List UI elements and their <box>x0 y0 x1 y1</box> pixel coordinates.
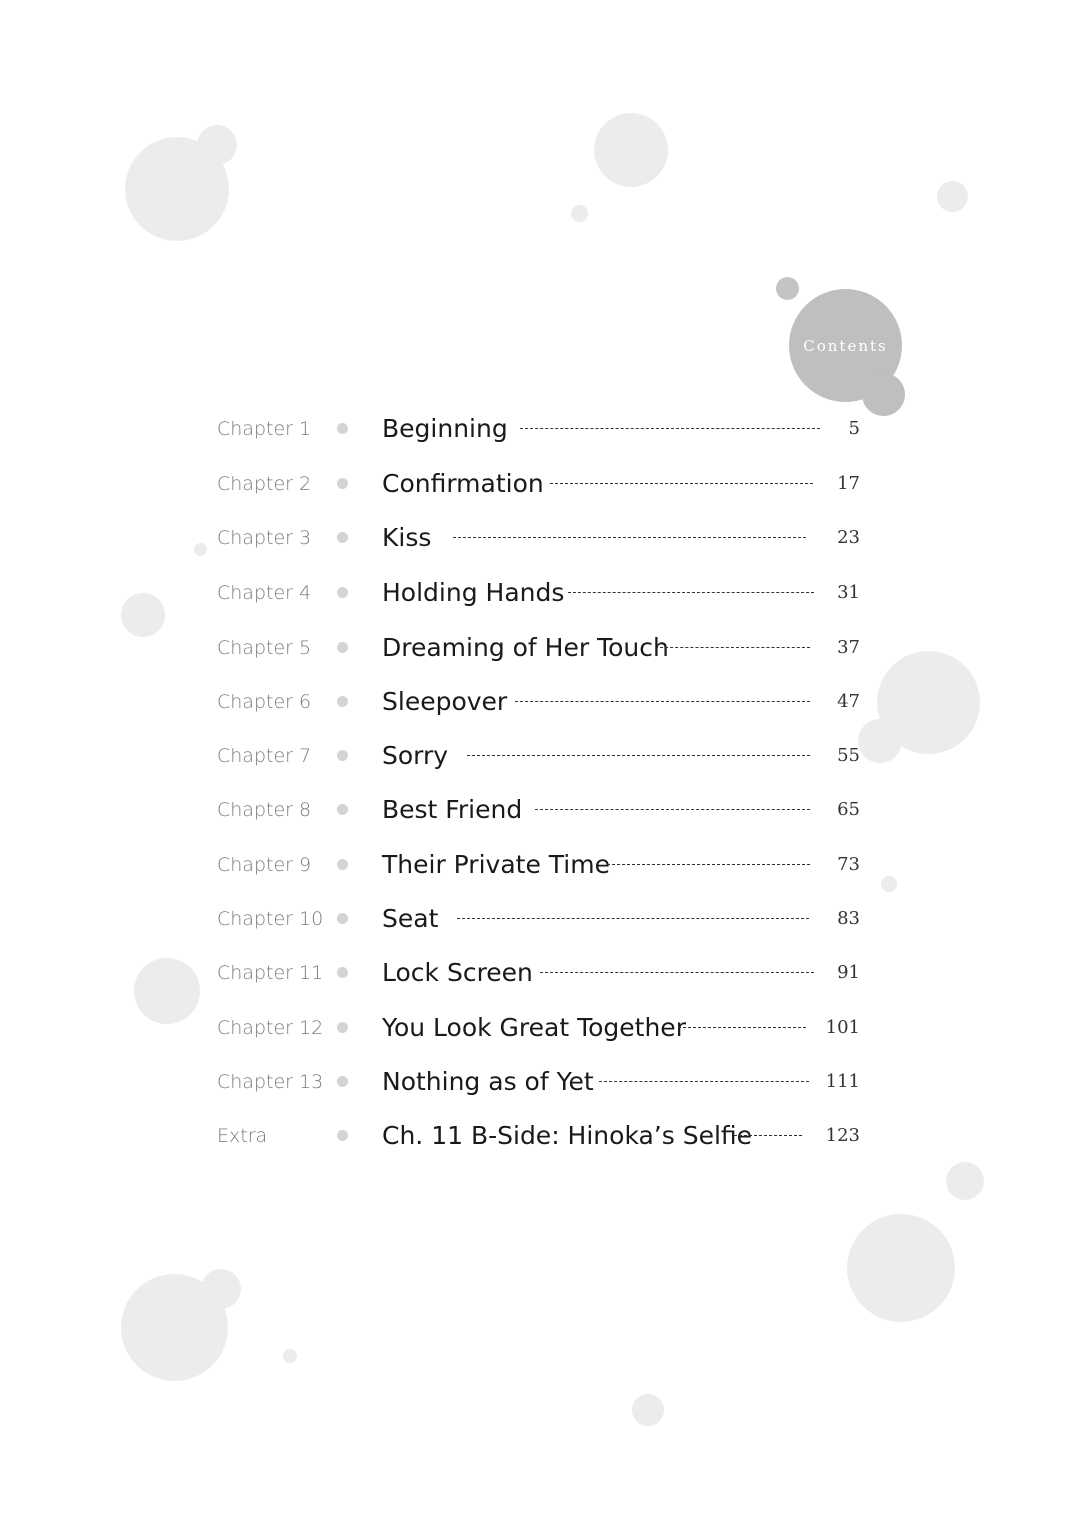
dotted-leader <box>734 1135 802 1136</box>
bullet-icon <box>337 587 348 598</box>
chapter-title: Sleepover <box>382 687 508 716</box>
toc-row[interactable] <box>0 790 1080 830</box>
chapter-title: You Look Great Together <box>382 1013 686 1042</box>
chapter-title: Nothing as of Yet <box>382 1067 594 1096</box>
toc-row[interactable] <box>0 1008 1080 1048</box>
bullet-icon <box>337 1130 348 1141</box>
toc-row[interactable] <box>0 628 1080 668</box>
bullet-icon <box>337 967 348 978</box>
bullet-icon <box>337 532 348 543</box>
decorative-bubble <box>847 1214 955 1322</box>
page-number: 73 <box>837 854 860 875</box>
chapter-title: Ch. 11 B-Side: Hinoka’s Selfie <box>382 1121 753 1150</box>
chapter-label: Chapter 1 <box>217 418 312 440</box>
chapter-label: Extra <box>217 1125 268 1147</box>
contents-heading: Contents <box>803 336 888 355</box>
chapter-title: Dreaming of Her Touch <box>382 633 669 662</box>
page-number: 47 <box>837 691 860 712</box>
bullet-icon <box>337 642 348 653</box>
toc-row[interactable] <box>0 899 1080 939</box>
page-number: 83 <box>837 908 860 929</box>
chapter-title: Best Friend <box>382 795 523 824</box>
chapter-title: Sorry <box>382 741 449 770</box>
decorative-bubble <box>201 1269 241 1309</box>
toc-row[interactable] <box>0 464 1080 504</box>
chapter-label: Chapter 9 <box>217 854 312 876</box>
chapter-label: Chapter 2 <box>217 473 312 495</box>
decorative-bubble <box>594 113 668 187</box>
dotted-leader <box>568 592 814 593</box>
toc-row[interactable] <box>0 409 1080 449</box>
chapter-title: Confirmation <box>382 469 544 498</box>
dotted-leader <box>457 918 809 919</box>
decorative-bubble <box>283 1349 297 1363</box>
chapter-title: Beginning <box>382 414 508 443</box>
decorative-bubble <box>197 125 237 165</box>
bullet-icon <box>337 1022 348 1033</box>
decorative-bubble <box>632 1394 664 1426</box>
toc-row[interactable] <box>0 1062 1080 1102</box>
page-number: 101 <box>825 1017 860 1038</box>
decorative-bubble <box>946 1162 984 1200</box>
chapter-label: Chapter 10 <box>217 908 324 930</box>
chapter-label: Chapter 3 <box>217 527 312 549</box>
chapter-label: Chapter 13 <box>217 1071 324 1093</box>
dotted-leader <box>660 647 810 648</box>
page-number: 5 <box>848 418 860 439</box>
page-number: 65 <box>837 799 860 820</box>
dotted-leader <box>607 864 810 865</box>
chapter-label: Chapter 6 <box>217 691 312 713</box>
chapter-title: Seat <box>382 904 439 933</box>
decorative-bubble <box>776 277 799 300</box>
chapter-label: Chapter 4 <box>217 582 312 604</box>
decorative-bubble <box>937 181 968 212</box>
toc-row[interactable] <box>0 682 1080 722</box>
decorative-bubble <box>571 205 588 222</box>
dotted-leader <box>550 483 813 484</box>
page-number: 17 <box>837 473 860 494</box>
chapter-title: Kiss <box>382 523 432 552</box>
bullet-icon <box>337 804 348 815</box>
page-number: 55 <box>837 745 860 766</box>
dotted-leader <box>515 701 810 702</box>
chapter-label: Chapter 12 <box>217 1017 324 1039</box>
dotted-leader <box>453 537 806 538</box>
toc-row[interactable] <box>0 736 1080 776</box>
chapter-label: Chapter 5 <box>217 637 312 659</box>
chapter-title: Holding Hands <box>382 578 565 607</box>
bullet-icon <box>337 423 348 434</box>
dotted-leader <box>467 755 810 756</box>
bullet-icon <box>337 1076 348 1087</box>
toc-row[interactable] <box>0 953 1080 993</box>
chapter-label: Chapter 11 <box>217 962 324 984</box>
dotted-leader <box>540 972 814 973</box>
page-number: 37 <box>837 637 860 658</box>
page-number: 111 <box>825 1071 860 1092</box>
toc-row[interactable] <box>0 1116 1080 1156</box>
chapter-label: Chapter 7 <box>217 745 312 767</box>
bullet-icon <box>337 750 348 761</box>
page-number: 91 <box>837 962 860 983</box>
bullet-icon <box>337 478 348 489</box>
toc-row[interactable] <box>0 573 1080 613</box>
bullet-icon <box>337 696 348 707</box>
dotted-leader <box>535 809 810 810</box>
toc-row[interactable] <box>0 518 1080 558</box>
dotted-leader <box>678 1027 806 1028</box>
chapter-title: Their Private Time <box>382 850 610 879</box>
bullet-icon <box>337 859 348 870</box>
bullet-icon <box>337 913 348 924</box>
dotted-leader <box>520 428 820 429</box>
page-number: 31 <box>837 582 860 603</box>
toc-row[interactable] <box>0 845 1080 885</box>
page-number: 23 <box>837 527 860 548</box>
chapter-label: Chapter 8 <box>217 799 312 821</box>
dotted-leader <box>599 1081 809 1082</box>
chapter-title: Lock Screen <box>382 958 533 987</box>
page-number: 123 <box>825 1125 860 1146</box>
